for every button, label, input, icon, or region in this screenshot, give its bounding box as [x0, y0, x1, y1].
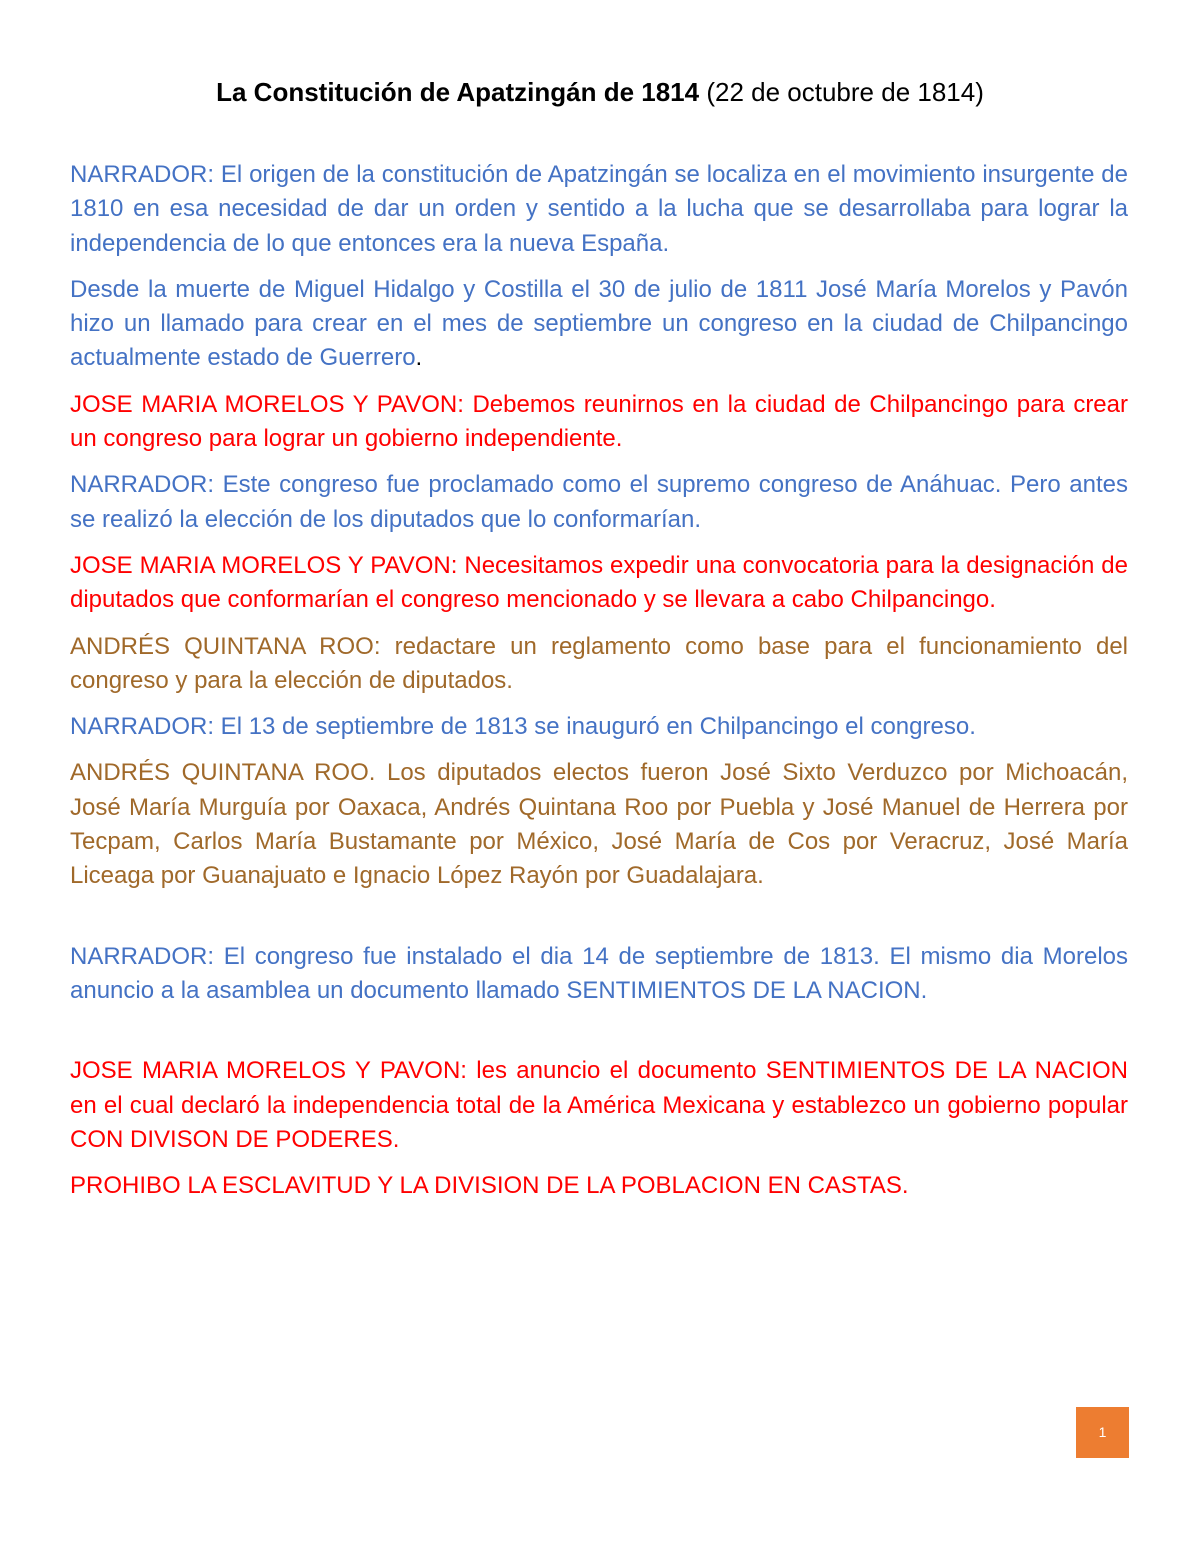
- document-title: [70, 74, 1130, 110]
- paragraph-narrator-4: NARRADOR: El 13 de septiembre de 1813 se inauguró en Chilpancingo el congreso.: [70, 713, 976, 741]
- paragraph-narrator-3: NARRADOR: Este congreso fue proclamado como el supremo congreso de Anáhuac. Pero antes se realizó la elección de los diputados que lo conformarían.: [70, 471, 1128, 533]
- paragraph-morelos-1: JOSE MARIA MORELOS Y PAVON: Debemos reunirnos en la ciudad de Chilpancingo para crear un congreso para lograr un gobierno independiente.: [70, 390, 1128, 453]
- paragraph-morelos-2: JOSE MARIA MORELOS Y PAVON: Necesitamos expedir una convocatoria para la designación de diputados que conformarían el congreso mencionado y se llevara a cabo Chilpancingo.: [70, 551, 1128, 614]
- title-date: (22 de octubre de 1814): [706, 77, 984, 107]
- blank-line: [70, 906, 1128, 940]
- paragraph-morelos-3: JOSE MARIA MORELOS Y PAVON: les anuncio el documento SENTIMIENTOS DE LA NACION en el cual declaró la independencia total de la América Mexicana y establezco un gobierno popular CON DIVISON DE PODERES.: [70, 1057, 1128, 1153]
- paragraph-quintana-roo-2: ANDRÉS QUINTANA ROO. Los diputados electos fueron José Sixto Verduzco por Michoacán, José María Murguía por Oaxaca, Andrés Quintana Roo por Puebla y José Manuel de Herrera por Tecpam, Carlos María Bustamante por México, José María de Cos por Veracruz, José María Liceaga por Guanajuato e Ignacio López Rayón por Guadalajara.: [70, 759, 1128, 890]
- page-number-badge: 1: [1076, 1407, 1129, 1458]
- paragraph-narrator-2-period: .: [415, 344, 423, 372]
- paragraph-quintana-roo-1: ANDRÉS QUINTANA ROO: redactare un reglamento como base para el funcionamiento del congreso y para la elección de diputados.: [70, 632, 1128, 694]
- title-main: La Constitución de Apatzingán de 1814: [216, 77, 700, 107]
- paragraph-narrator-5: NARRADOR: El congreso fue instalado el dia 14 de septiembre de 1813. El mismo dia Morelos anuncio a la asamblea un documento llamado SENTIMIENTOS DE LA NACION.: [70, 942, 1128, 1004]
- blank-line: [70, 1020, 1128, 1054]
- paragraph-narrator-1: NARRADOR: El origen de la constitución de Apatzingán se localiza en el movimiento insurgente de 1810 en esa necesidad de dar un orden y sentido a la lucha que se desarrollaba para lograr la independencia de lo que entonces era la nueva España.: [70, 161, 1128, 257]
- paragraph-narrator-2: [70, 273, 1128, 376]
- paragraph-morelos-4: PROHIBO LA ESCLAVITUD Y LA DIVISION DE LA POBLACION EN CASTAS.: [70, 1172, 909, 1200]
- document-body: [70, 158, 1128, 1215]
- paragraph-narrator-2-text: Desde la muerte de Miguel Hidalgo y Costilla el 30 de julio de 1811 José María Morelos y Pavón hizo un llamado para crear en el mes de septiembre un congreso en la ciudad de Chilpancingo actualmente estado de Guerrero: [70, 275, 1128, 372]
